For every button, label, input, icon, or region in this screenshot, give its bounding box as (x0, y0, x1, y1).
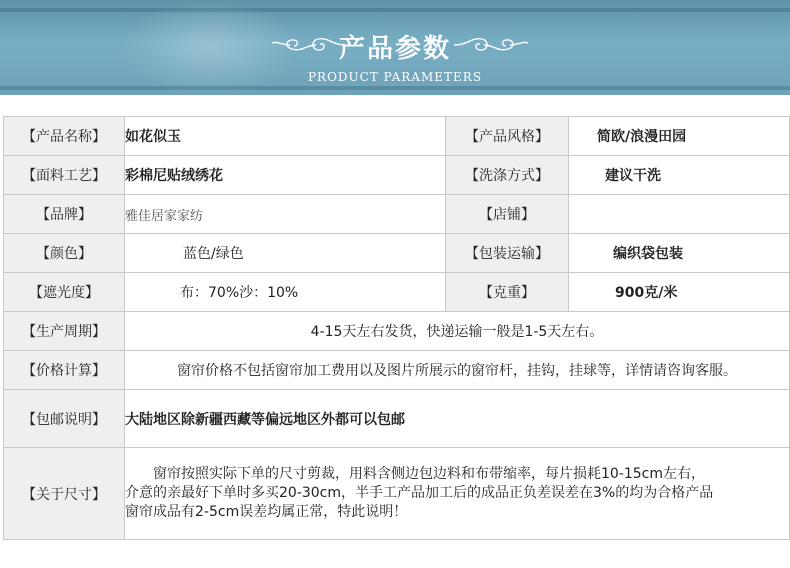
weight-label: 【克重】 (446, 273, 569, 312)
price-label: 【价格计算】 (4, 351, 125, 390)
size-text-line: 介意的亲最好下单时多买20-30cm，半手工产品加工后的成品正负差误差在3%的均为合格产品 (125, 485, 714, 501)
style-value: 简欧/浪漫田园 (569, 117, 790, 156)
size-text-line: 窗帘按照实际下单的尺寸剪裁，用料含侧边包边料和布带缩率，每片损耗10-15cm左右， (153, 466, 706, 482)
weight-value: 900克/米 (569, 273, 790, 312)
table-row (4, 351, 790, 390)
wash-value: 建议干洗 (569, 156, 790, 195)
banner-title: 产品参数 (338, 34, 451, 64)
table-row (4, 117, 790, 156)
shop-label: 【店铺】 (446, 195, 569, 234)
brand-label: 【品牌】 (4, 195, 125, 234)
header-banner (0, 0, 790, 95)
fabric-value: 彩棉尼贴绒绣花 (125, 156, 446, 195)
cycle-value: 4-15天左右发货，快递运输一般是1-5天左右。 (125, 312, 790, 351)
shade-value: 布：70%沙：10% (125, 273, 446, 312)
name-value: 如花似玉 (125, 117, 446, 156)
table-row (4, 448, 790, 540)
banner-stripe-bottom (0, 86, 790, 90)
banner-subtitle: PRODUCT PARAMETERS (307, 70, 483, 84)
mail-label: 【包邮说明】 (4, 390, 125, 448)
size-value (125, 448, 790, 540)
name-label: 【产品名称】 (4, 117, 125, 156)
banner-stripe-top (0, 8, 790, 12)
table-row (4, 156, 790, 195)
brand-value (125, 195, 446, 234)
size-label: 【关于尺寸】 (4, 448, 125, 540)
table-row (4, 390, 790, 448)
shop-value (569, 195, 790, 234)
brand-logo-text: 雅佳居家家纺 (125, 208, 204, 224)
wash-label: 【洗涤方式】 (446, 156, 569, 195)
parameter-table (3, 116, 790, 540)
size-text-line: 窗帘成品有2-5cm误差均属正常，特此说明！ (125, 504, 408, 520)
pack-value: 编织袋包装 (569, 234, 790, 273)
color-value: 蓝色/绿色 (125, 234, 446, 273)
pack-label: 【包装运输】 (446, 234, 569, 273)
mail-value: 大陆地区除新疆西藏等偏远地区外都可以包邮 (125, 390, 790, 448)
style-label: 【产品风格】 (446, 117, 569, 156)
table-row (4, 195, 790, 234)
shade-label: 【遮光度】 (4, 273, 125, 312)
fabric-label: 【面料工艺】 (4, 156, 125, 195)
flourish-right-icon (452, 34, 530, 56)
color-label: 【颜色】 (4, 234, 125, 273)
cycle-label: 【生产周期】 (4, 312, 125, 351)
table-row (4, 234, 790, 273)
price-value: 窗帘价格不包括窗帘加工费用以及图片所展示的窗帘杆，挂钩，挂球等，详情请咨询客服。 (125, 351, 790, 390)
table-row (4, 312, 790, 351)
table-row (4, 273, 790, 312)
